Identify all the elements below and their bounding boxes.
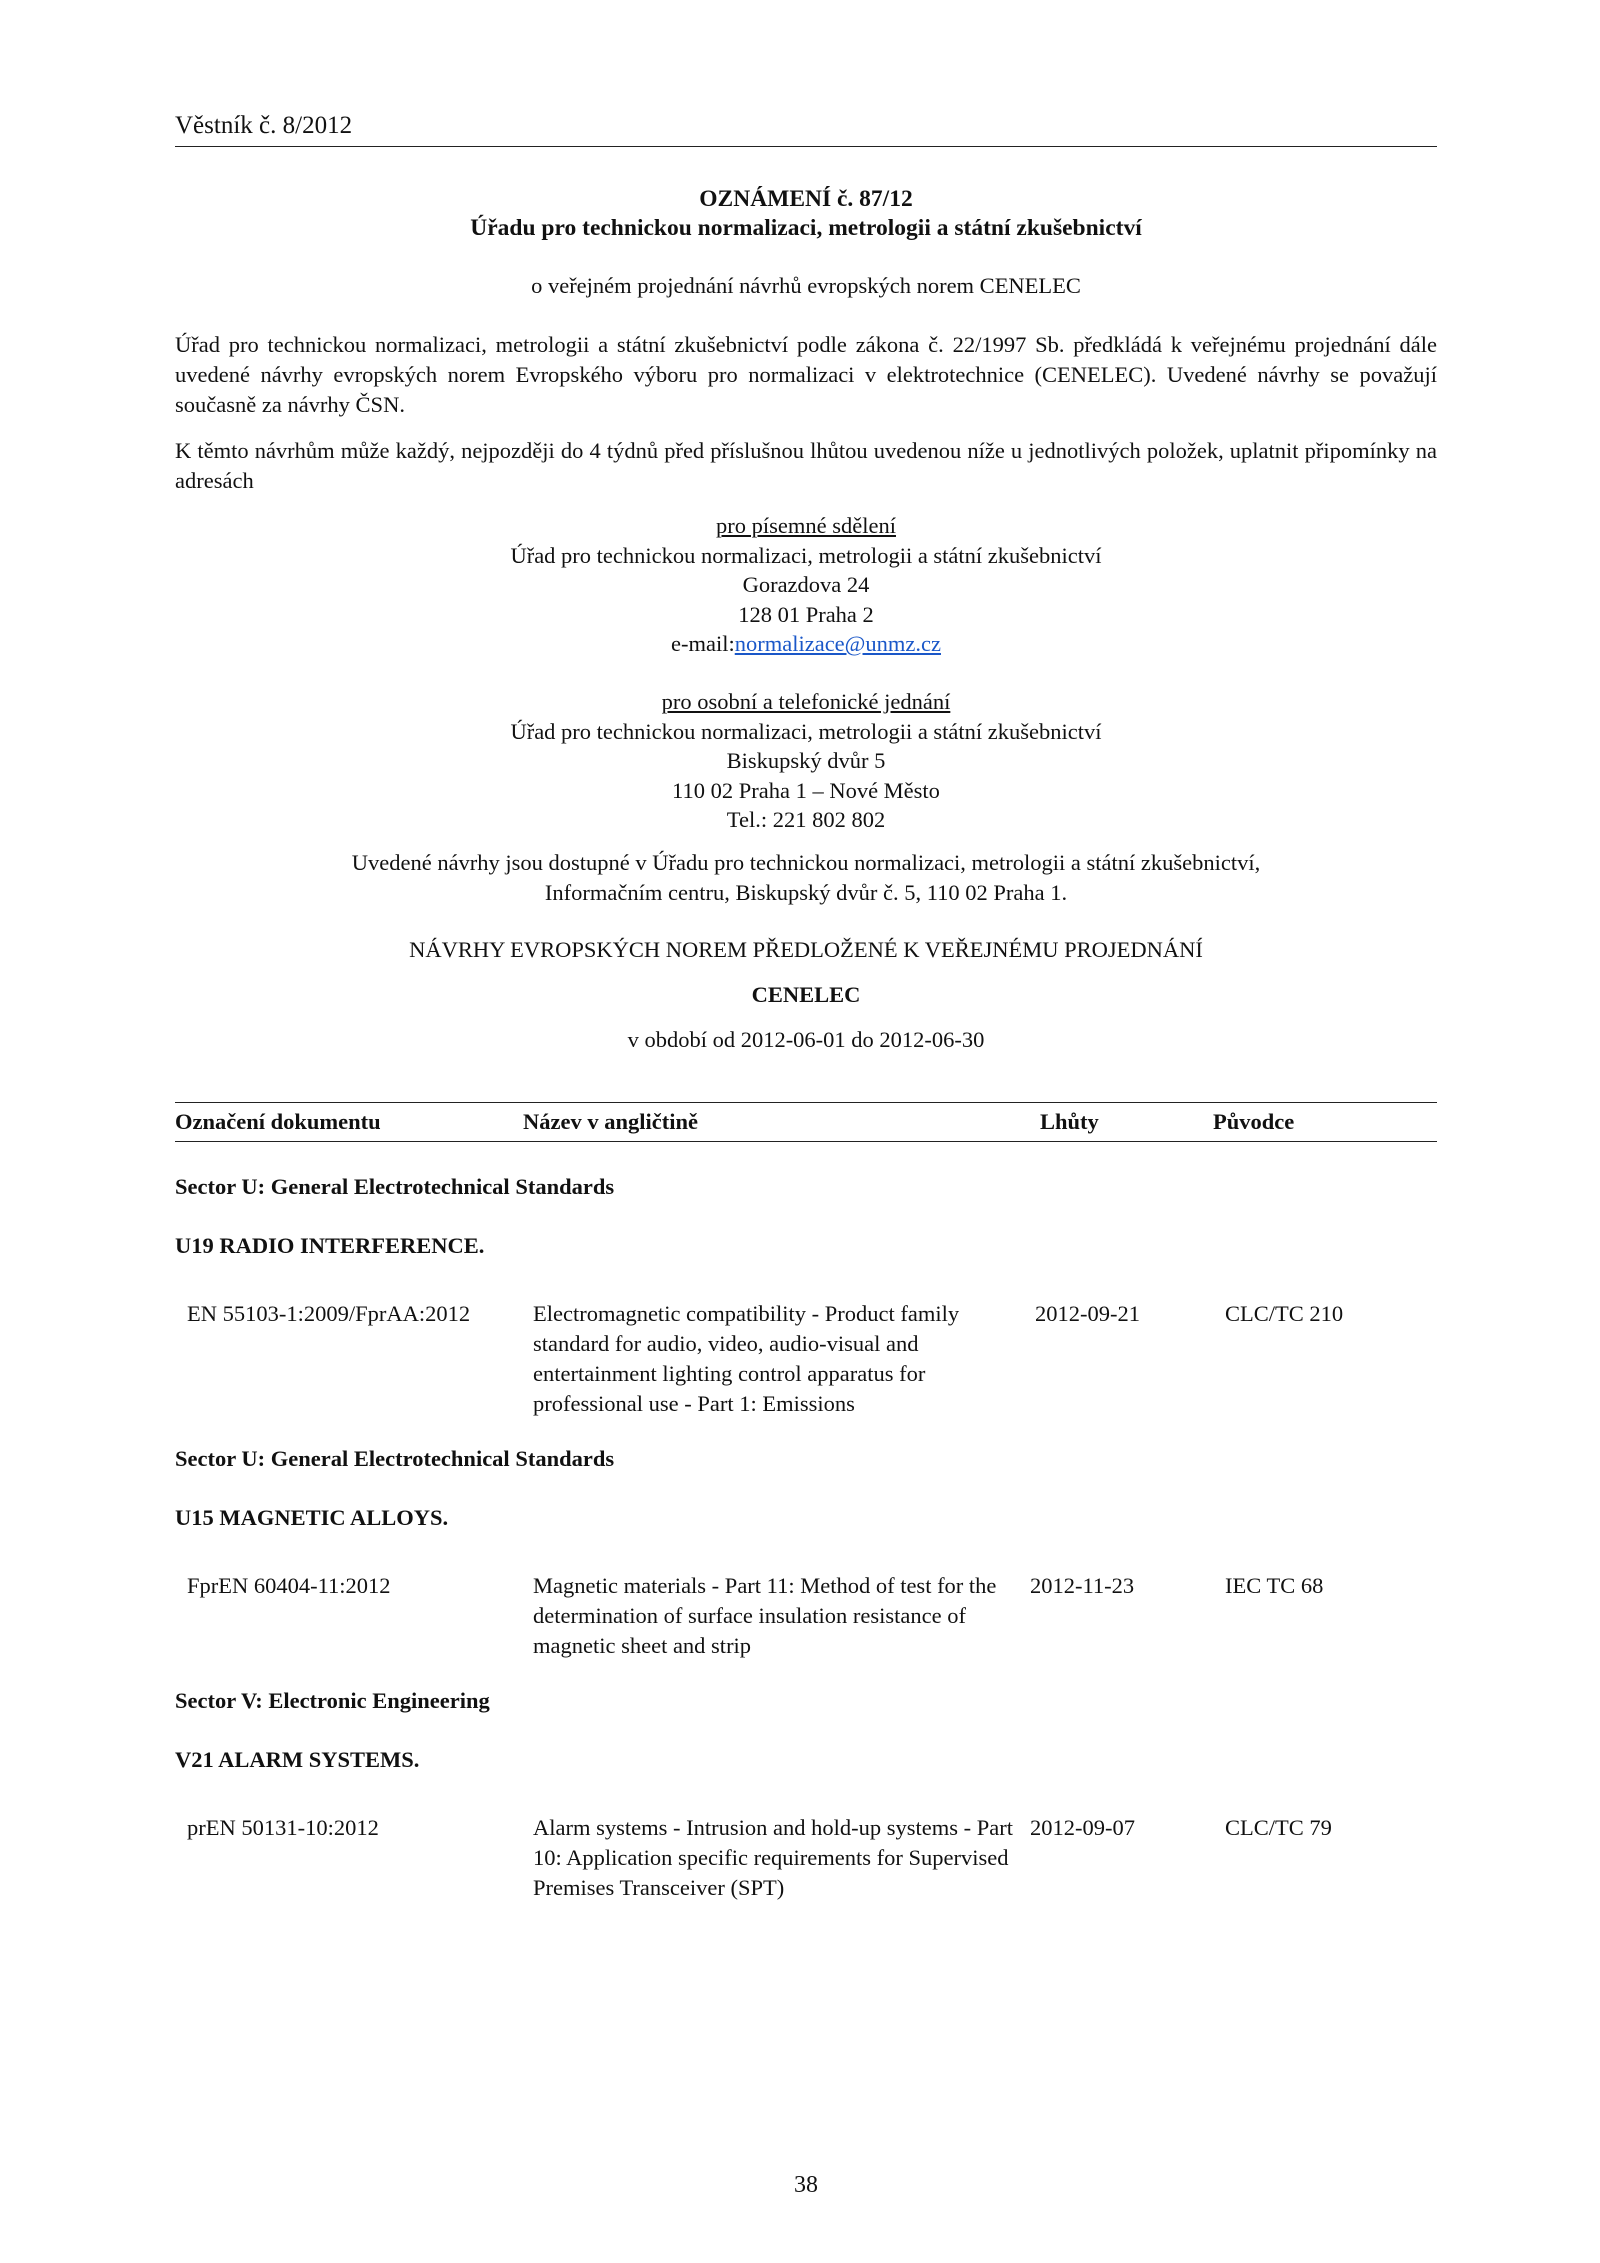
column-header-deadline: Lhůty [1040,1109,1099,1134]
column-header-document: Označení dokumentu [175,1109,381,1134]
announcement-number: OZNÁMENÍ č. 87/12 [699,186,913,212]
personal-contact-street: Biskupský dvůr 5 [726,748,886,773]
section-title: NÁVRHY EVROPSKÝCH NOREM PŘEDLOŽENÉ K VEŘEJNÉMU PROJEDNÁNÍ [409,937,1203,962]
sector-heading: Sector U: General Electrotechnical Standards [175,1174,615,1199]
written-contact-email-line [175,629,1437,659]
table-header [175,1102,1437,1142]
written-contact-street: Gorazdova 24 [742,572,870,597]
email-link[interactable]: normalizace@unmz.cz [734,631,941,656]
announcement-subject: o veřejném projednání návrhů evropských norem CENELEC [531,273,1081,298]
written-contact-org: Úřad pro technickou normalizaci, metrologii a státní zkušebnictví [510,542,1102,568]
column-header-title: Název v angličtině [523,1109,698,1134]
personal-contact-label: pro osobní a telefonické jednání [661,689,951,714]
announcement-office: Úřadu pro technickou normalizaci, metrologii a státní zkušebnictví [470,215,1142,241]
intro-paragraph-1 [175,330,1437,420]
personal-contact-phone: Tel.: 221 802 802 [726,807,886,832]
document-code: EN 55103-1:2009/FprAA:2012 [187,1301,471,1326]
document-deadline: 2012-09-07 [1030,1815,1135,1840]
page-number: 38 [794,2172,818,2198]
document-origin: CLC/TC 210 [1225,1301,1344,1326]
availability-line-2: Informačním centru, Biskupský dvůr č. 5, 110 02 Praha 1. [544,879,1068,905]
announcement-heading [175,185,1437,243]
subsector-heading: V21 ALARM SYSTEMS. [175,1747,420,1772]
availability-note [175,848,1437,907]
journal-title: Věstník č. 8/2012 [175,112,353,139]
document-title: Magnetic materials - Part 11: Method of test for the determination of surface insulation resistance of magnetic sheet and strip [533,1573,997,1658]
column-header-origin: Původce [1213,1109,1295,1134]
subsector-heading: U15 MAGNETIC ALLOYS. [175,1505,449,1530]
written-contact-label: pro písemné sdělení [716,513,896,538]
document-origin: IEC TC 68 [1225,1573,1324,1598]
sector-heading: Sector V: Electronic Engineering [175,1688,490,1713]
journal-header [175,112,1437,147]
document-code: prEN 50131-10:2012 [187,1815,379,1840]
intro-paragraph-2 [175,436,1437,496]
document-origin: CLC/TC 79 [1225,1815,1332,1840]
email-prefix: e-mail: [671,631,735,656]
personal-contact-city: 110 02 Praha 1 – Nové Město [672,777,940,803]
written-contact-block [175,511,1437,659]
sector-heading: Sector U: General Electrotechnical Standards [175,1446,615,1471]
document-code: FprEN 60404-11:2012 [187,1573,391,1598]
intro-text-1: Úřad pro technickou normalizaci, metrologii a státní zkušebnictví podle zákona č. 22/1997 Sb. předkládá k veřejnému projednání dále uvedené návrhy evropských norem Evropského výboru pro normalizaci v elektrotechnice (CENELEC). Uvedené návrhy se považují současně za návrhy ČSN. [175,332,1437,417]
section-org: CENELEC [751,982,861,1007]
personal-contact-block [175,687,1437,835]
section-period: v období od 2012-06-01 do 2012-06-30 [627,1027,985,1052]
document-deadline: 2012-11-23 [1030,1573,1135,1598]
document-title: Electromagnetic compatibility - Product family standard for audio, video, audio-visual and entertainment lighting control apparatus for professional use - Part 1: Emissions [533,1301,960,1416]
availability-line-1: Uvedené návrhy jsou dostupné v Úřadu pro technickou normalizaci, metrologii a státní zkušebnictví, [351,850,1261,875]
document-title: Alarm systems - Intrusion and hold-up systems - Part 10: Application specific requirements for Supervised Premises Transceiver (SPT) [533,1815,1013,1900]
written-contact-city: 128 01 Praha 2 [738,601,874,627]
intro-text-2: K těmto návrhům může každý, nejpozději do 4 týdnů před příslušnou lhůtou uvedenou níže u jednotlivých položek, uplatnit připomínky na adresách [175,438,1437,493]
personal-contact-org: Úřad pro technickou normalizaci, metrologii a státní zkušebnictví [510,718,1102,744]
subsector-heading: U19 RADIO INTERFERENCE. [175,1233,485,1258]
document-deadline: 2012-09-21 [1035,1301,1140,1326]
